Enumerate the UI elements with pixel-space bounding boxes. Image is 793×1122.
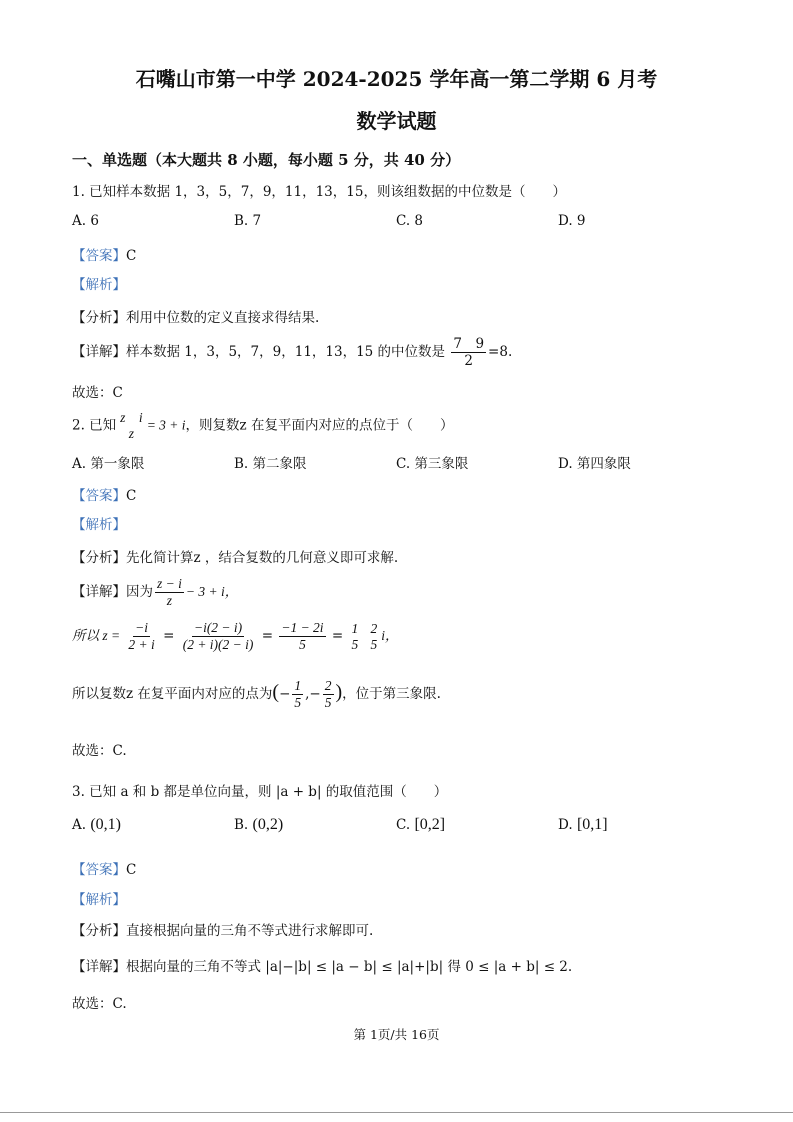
q2-stem-frac-den: z	[128, 426, 135, 441]
q1-detail-text: 样本数据 1，3，5，7，9，11，13，15 的中位数是	[126, 344, 446, 360]
detail-label: 【详解】	[72, 584, 126, 600]
q2-detail-prefix: 因为	[126, 584, 153, 600]
fenxi-label: 【分析】	[72, 923, 126, 939]
q3-option-c	[396, 816, 445, 834]
q3-option-b-value: (0,2)	[252, 816, 284, 833]
q2-line3-prefix: 所以复数z 在复平面内对应的点为	[72, 686, 273, 702]
q2-choose: 故选：C.	[72, 743, 127, 759]
q2-stem-prefix: 2. 已知	[72, 417, 117, 434]
q3-option-d	[558, 816, 608, 834]
q1-option-b: B. 7	[234, 213, 262, 229]
q3-analysis-label: 【解析】	[72, 892, 126, 908]
answer-label: 【答案】	[72, 248, 126, 264]
page-title: 石嘴山市第一中学 2024-2025 学年高一第二学期 6 月考	[135, 67, 658, 91]
q2-l3-frac1-num: 1	[294, 678, 302, 693]
section-heading: 一、单选题（本大题共 8 小题，每小题 5 分，共 40 分）	[72, 151, 461, 169]
q2-l2-frac2	[181, 620, 256, 653]
q2-l2-frac1-den: 2 + i	[128, 637, 155, 652]
q1-frac-num: 7 9	[453, 336, 485, 352]
q2-stem-eq: = 3 + i	[146, 417, 186, 433]
q1-option-a: A. 6	[72, 213, 99, 229]
q3-option-a	[72, 816, 121, 834]
q3-fenxi-row	[72, 919, 373, 939]
q1-detail-suffix: =8.	[488, 344, 513, 360]
q2-option-b: B. 第二象限	[234, 456, 307, 472]
q2-stem-fraction	[118, 410, 145, 442]
page-number: 第 1页/共 16页	[353, 1027, 440, 1042]
q2-l3-frac2	[323, 678, 334, 711]
q2-l2-frac1-num: −i	[135, 620, 149, 635]
q2-l2-frac4-num: 1	[351, 620, 359, 636]
q1-frac-den: 2	[464, 353, 473, 369]
q3-detail-row	[72, 955, 572, 975]
q1-stem: 1. 已知样本数据 1，3，5，7，9，11，13，15，则该组数据的中位数是（ ）	[72, 184, 566, 200]
q3-option-a-value: (0,1)	[90, 816, 121, 833]
q2-detail-row	[72, 576, 238, 609]
page-subtitle: 数学试题	[356, 109, 437, 133]
q2-line2: 所以 z = $\frac{-i}{2 + i}$ = $\frac{-i(2 - i)}{(2 + i)(2 - i)}$ = $\frac{-1 - 2i}{5}$ = 1 5 2 5 i，	[72, 620, 399, 652]
q2-l3-frac2-den: 5	[324, 695, 332, 710]
q2-l2-frac3-den: 5	[299, 637, 306, 652]
q1-fenxi: 利用中位数的定义直接求得结果.	[126, 310, 320, 326]
q2-analysis-label: 【解析】	[72, 517, 126, 533]
q2-l2-frac4	[349, 621, 360, 653]
q2-stem-frac-num: z i	[120, 410, 143, 425]
q2-l3-frac1-den: 5	[294, 695, 302, 710]
q3-option-c-label: C.	[396, 817, 411, 833]
q2-l2-frac5	[369, 621, 380, 653]
q2-option-c: C. 第三象限	[396, 456, 469, 472]
q3-choose: 故选：C.	[72, 996, 127, 1012]
detail-label: 【详解】	[72, 344, 126, 360]
q2-l2-frac3-num: −1 − 2i	[281, 620, 324, 635]
q1-option-c: C. 8	[396, 213, 424, 229]
q2-l2-frac2-den: (2 + i)(2 − i)	[182, 637, 254, 652]
fenxi-label: 【分析】	[72, 550, 126, 566]
q3-option-c-value: [0,2]	[414, 816, 446, 833]
q2-l3-frac1	[292, 678, 303, 711]
q3-option-b-label: B.	[234, 817, 249, 833]
q3-option-a-label: A.	[72, 817, 87, 833]
q2-answer: C	[126, 488, 137, 504]
q2-line3-suffix: ，位于第三象限.	[342, 686, 441, 702]
q2-answer-row	[72, 484, 136, 504]
paren-open: (	[272, 681, 280, 703]
q1-answer: C	[126, 248, 137, 264]
q2-l2-frac3	[279, 620, 325, 653]
q3-fenxi: 直接根据向量的三角不等式进行求解即可.	[126, 923, 374, 939]
paren-close: )	[335, 681, 343, 703]
q1-detail-row	[72, 336, 512, 369]
q3-answer-row	[72, 858, 136, 878]
q2-detail-fraction	[155, 576, 184, 609]
q2-option-d: D. 第四象限	[558, 456, 631, 472]
fenxi-label: 【分析】	[72, 310, 126, 326]
q3-option-b	[234, 816, 283, 834]
q2-l2-frac5-den: 5	[370, 636, 378, 652]
q2-option-a: A. 第一象限	[72, 456, 145, 472]
q1-option-d: D. 9	[558, 213, 586, 229]
detail-label: 【详解】	[72, 959, 126, 975]
q2-l2-frac1	[126, 620, 156, 653]
q2-stem-row	[72, 410, 453, 442]
q2-fenxi-row	[72, 546, 398, 566]
q1-analysis-label: 【解析】	[72, 277, 126, 293]
q3-answer: C	[126, 862, 137, 878]
q2-fenxi: 先化简计算z ，结合复数的几何意义即可求解.	[126, 550, 399, 566]
q1-fraction	[451, 336, 486, 369]
answer-label: 【答案】	[72, 488, 126, 504]
q2-l3-frac2-num: 2	[324, 678, 332, 693]
q2-detail-frac-num: z − i	[157, 576, 182, 591]
answer-label: 【答案】	[72, 862, 126, 878]
q1-fenxi-row	[72, 306, 319, 326]
q2-line2-prefix: 所以 z =	[72, 628, 121, 643]
q2-line3: 所以复数z 在复平面内对应的点为(− $\frac{1}{5}$ ,− $\frac{2}{5}$ )，位于第三象限.	[72, 678, 441, 710]
q3-stem: 3. 已知 a 和 b 都是单位向量，则 |a + b| 的取值范围（ ）	[72, 784, 448, 800]
q2-detail-frac-den: z	[166, 593, 173, 608]
q2-l2-tail: i，	[381, 628, 399, 643]
q3-option-d-value: [0,1]	[576, 816, 608, 833]
bottom-rule	[0, 1112, 793, 1113]
q1-choose: 故选：C	[72, 385, 123, 401]
q2-stem-suffix: ，则复数z 在复平面内对应的点位于（ ）	[185, 417, 454, 434]
q2-l2-frac2-num: −i(2 − i)	[193, 620, 243, 635]
q1-answer-row	[72, 244, 136, 264]
q2-l2-frac5-num: 2	[370, 620, 378, 636]
q2-l2-frac4-den: 5	[351, 636, 359, 652]
q3-option-d-label: D.	[558, 817, 573, 833]
q2-detail-suffix: − 3 + i，	[185, 584, 239, 599]
q3-detail: 根据向量的三角不等式 |a|−|b| ≤ |a − b| ≤ |a|+|b| 得 0 ≤ |a + b| ≤ 2.	[126, 959, 573, 975]
